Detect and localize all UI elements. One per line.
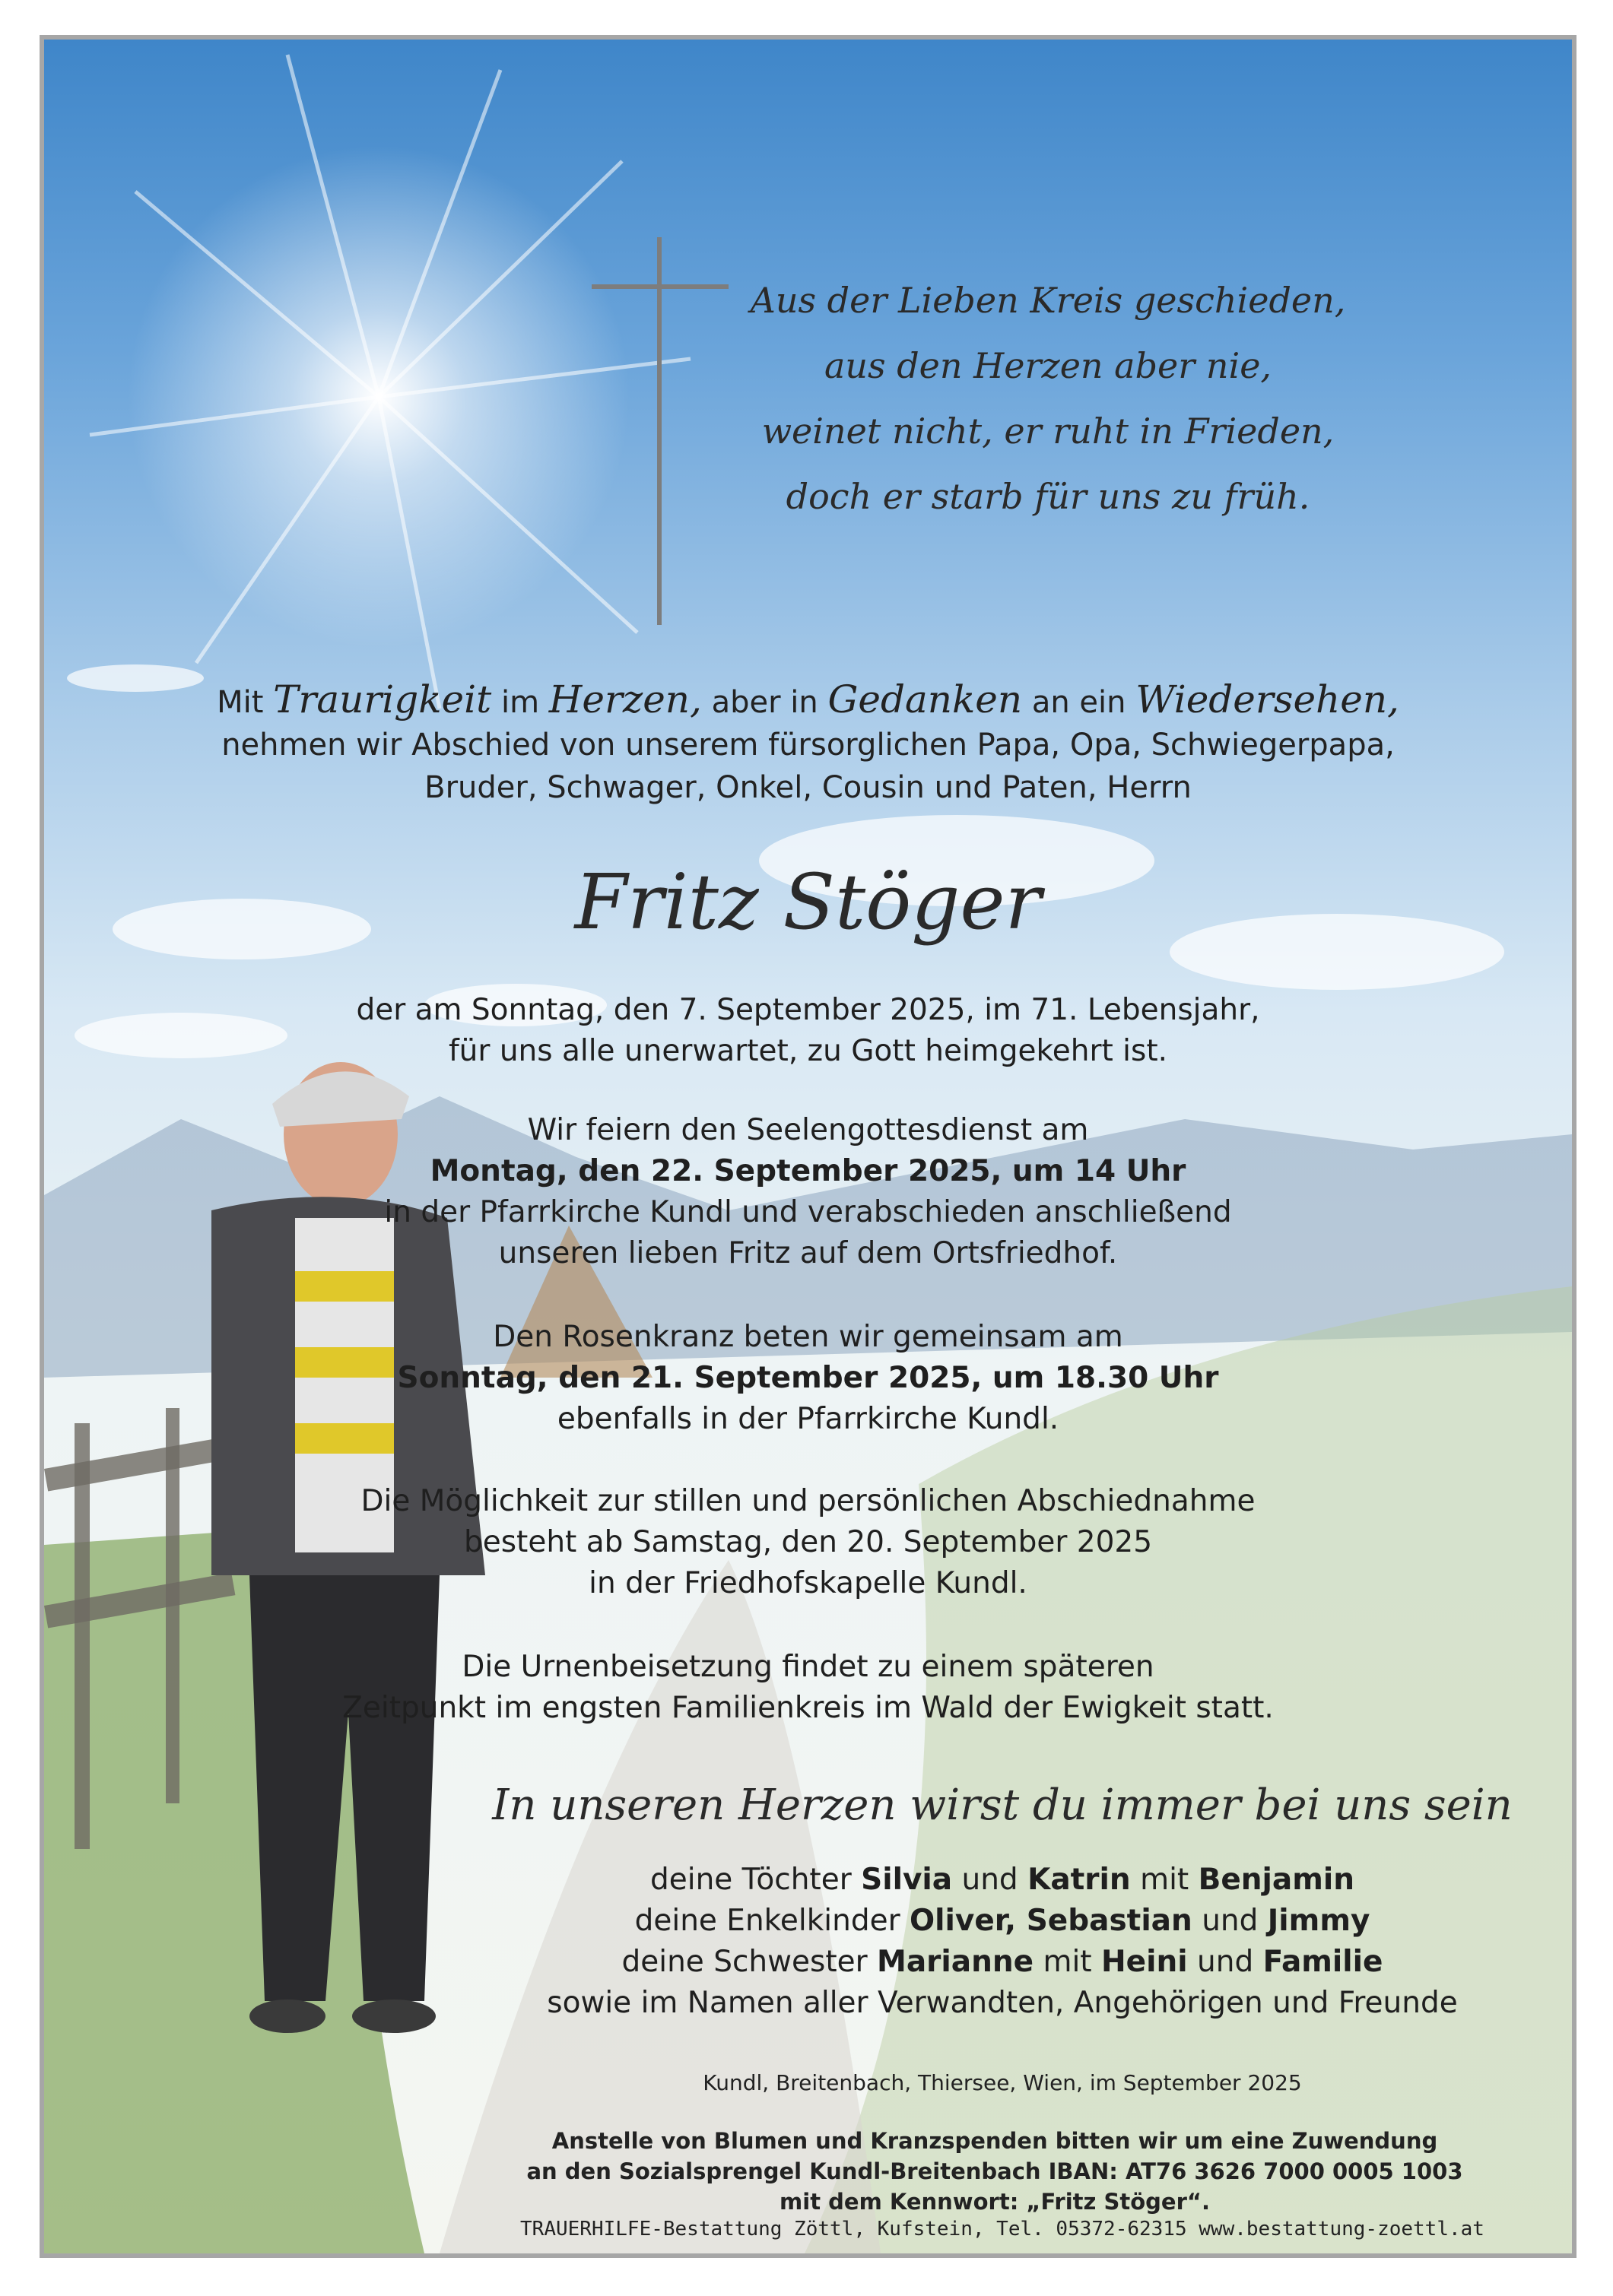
poem-line: aus den Herzen aber nie, <box>824 345 1272 386</box>
poem <box>668 268 1428 529</box>
intro-script-word: Wiedersehen, <box>1135 677 1399 721</box>
farewell-line: in der Friedhofskapelle Kundl. <box>589 1566 1027 1600</box>
place-date: Kundl, Breitenbach, Thiersee, Wien, im September 2025 <box>703 2070 1302 2095</box>
intro-text <box>44 678 1572 809</box>
heart-line: In unseren Herzen wirst du immer bei uns sein <box>492 1781 1513 1830</box>
family-text: und <box>1202 1904 1259 1938</box>
family-name: Benjamin <box>1198 1863 1355 1897</box>
poem-line: weinet nicht, er ruht in Frieden, <box>761 411 1335 452</box>
service-line: in der Pfarrkirche Kundl und verabschieden anschließend <box>384 1195 1232 1229</box>
family-text: deine Töchter <box>649 1863 852 1897</box>
death-line: für uns alle unerwartet, zu Gott heimgekehrt ist. <box>448 1034 1168 1068</box>
deceased-name: Fritz Stöger <box>574 858 1042 947</box>
family-name: Katrin <box>1027 1863 1131 1897</box>
intro-line-1 <box>44 678 1572 724</box>
donation-line: mit dem Kennwort: „Fritz Stöger“. <box>780 2189 1210 2215</box>
family-text: mit <box>1140 1863 1189 1897</box>
family-line-3 <box>455 1942 1550 1983</box>
family-name: Jimmy <box>1267 1904 1370 1938</box>
intro-line-3: Bruder, Schwager, Onkel, Cousin und Paten, Herrn <box>424 770 1192 805</box>
family-name: Marianne <box>877 1945 1034 1979</box>
fence <box>44 1408 235 1849</box>
family-name: Heini <box>1101 1945 1188 1979</box>
farewell-info <box>44 1481 1572 1604</box>
family-text: und <box>1197 1945 1254 1979</box>
family-text: deine Schwester <box>621 1945 868 1979</box>
family-text: und <box>961 1863 1018 1897</box>
funeral-home-footer: TRAUERHILFE-Bestattung Zöttl, Kufstein, Tel. 05372-62315 www.bestattung-zoettl.at <box>520 2218 1484 2241</box>
intro-word: an ein <box>1031 685 1126 720</box>
rosary-line: Den Rosenkranz beten wir gemeinsam am <box>493 1320 1123 1354</box>
poem-line: Aus der Lieben Kreis geschieden, <box>750 280 1346 321</box>
family-line-1 <box>455 1860 1550 1901</box>
farewell-line: Die Möglichkeit zur stillen und persönlichen Abschiednahme <box>360 1484 1256 1518</box>
donation-line: an den Sozialsprengel Kundl-Breitenbach IBAN: AT76 3626 7000 0005 1003 <box>526 2158 1463 2184</box>
death-info <box>44 990 1572 1072</box>
service-line: Wir feiern den Seelengottesdienst am <box>527 1113 1089 1147</box>
poem-line: doch er starb für uns zu früh. <box>786 476 1310 517</box>
service-info <box>44 1110 1572 1274</box>
intro-script-word: Traurigkeit <box>273 677 492 721</box>
intro-line-2: nehmen wir Abschied von unserem fürsorglichen Papa, Opa, Schwiegerpapa, <box>221 728 1395 763</box>
urn-line: Zeitpunkt im engsten Familienkreis im Wald der Ewigkeit statt. <box>342 1691 1274 1725</box>
farewell-line: besteht ab Samstag, den 20. September 2025 <box>463 1525 1153 1559</box>
urn-line: Die Urnenbeisetzung findet zu einem späteren <box>462 1650 1154 1684</box>
rosary-line: ebenfalls in der Pfarrkirche Kundl. <box>557 1402 1059 1436</box>
intro-word: aber in <box>711 685 818 720</box>
donation-note <box>424 2126 1565 2217</box>
family-name: Familie <box>1262 1945 1383 1979</box>
donation-line: Anstelle von Blumen und Kranzspenden bitten wir um eine Zuwendung <box>551 2128 1438 2154</box>
family-text: deine Enkelkinder <box>634 1904 900 1938</box>
service-date: Montag, den 22. September 2025, um 14 Uhr <box>430 1154 1186 1188</box>
obituary-card <box>40 35 1576 2258</box>
service-line: unseren lieben Fritz auf dem Ortsfriedhof. <box>498 1236 1118 1270</box>
rosary-info <box>44 1317 1572 1440</box>
intro-script-word: Herzen, <box>548 677 702 721</box>
family-list <box>455 1860 1550 2024</box>
intro-word: Mit <box>217 685 264 720</box>
intro-script-word: Gedanken <box>827 677 1023 721</box>
family-name: Oliver, Sebastian <box>910 1904 1192 1938</box>
death-line: der am Sonntag, den 7. September 2025, im 71. Lebensjahr, <box>356 993 1260 1027</box>
intro-word: im <box>500 685 540 720</box>
family-text: mit <box>1043 1945 1092 1979</box>
family-line-2 <box>455 1901 1550 1942</box>
rosary-date: Sonntag, den 21. September 2025, um 18.30 Uhr <box>397 1361 1219 1395</box>
family-line-4: sowie im Namen aller Verwandten, Angehörigen und Freunde <box>547 1986 1458 2020</box>
urn-info <box>44 1647 1572 1729</box>
family-name: Silvia <box>861 1863 953 1897</box>
